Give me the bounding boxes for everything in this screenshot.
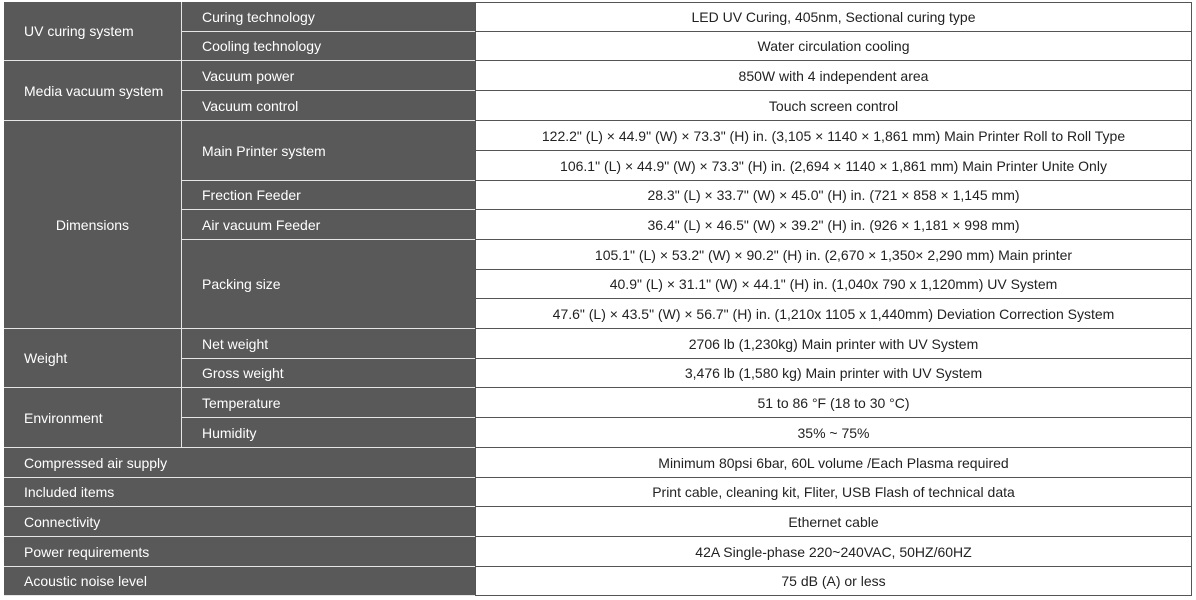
value-included-items: Print cable, cleaning kit, Fliter, USB Flash of technical data (475, 478, 1192, 507)
label-compressed-air-supply: Compressed air supply (4, 448, 475, 478)
value-packing-deviation-correction: 47.6" (L) × 43.5" (W) × 56.7" (H) in. (1,210x 1105 x 1,440mm) Deviation Correction System (475, 299, 1192, 329)
label-air-vacuum-feeder: Air vacuum Feeder (181, 210, 475, 240)
value-frection-feeder: 28.3" (L) × 33.7" (W) × 45.0" (H) in. (721 × 858 × 1,145 mm) (475, 181, 1192, 210)
label-humidity: Humidity (181, 418, 475, 448)
value-air-vacuum-feeder: 36.4" (L) × 46.5" (W) × 39.2" (H) in. (926 × 1,181 × 998 mm) (475, 210, 1192, 240)
label-power-requirements: Power requirements (4, 537, 475, 567)
value-main-printer-unite-only: 106.1" (L) × 44.9" (W) × 73.3" (H) in. (2,694 × 1140 × 1,861 mm) Main Printer Unite Only (475, 151, 1192, 181)
value-main-printer-roll-to-roll: 122.2" (L) × 44.9" (W) × 73.3" (H) in. (3,105 × 1140 × 1,861 mm) Main Printer Roll to Roll Type (475, 121, 1192, 151)
value-power-requirements: 42A Single-phase 220~240VAC, 50HZ/60HZ (475, 537, 1192, 567)
value-net-weight: 2706 lb (1,230kg) Main printer with UV System (475, 329, 1192, 359)
label-connectivity: Connectivity (4, 507, 475, 537)
value-cooling-technology: Water circulation cooling (475, 32, 1192, 61)
value-acoustic-noise-level: 75 dB (A) or less (475, 567, 1192, 596)
category-dimensions: Dimensions (4, 121, 181, 329)
label-temperature: Temperature (181, 388, 475, 418)
category-environment: Environment (4, 388, 181, 448)
label-frection-feeder: Frection Feeder (181, 181, 475, 210)
value-curing-technology: LED UV Curing, 405nm, Sectional curing type (475, 2, 1192, 32)
category-weight: Weight (4, 329, 181, 388)
value-compressed-air-supply: Minimum 80psi 6bar, 60L volume /Each Plasma required (475, 448, 1192, 478)
label-cooling-technology: Cooling technology (181, 32, 475, 61)
label-vacuum-power: Vacuum power (181, 61, 475, 91)
value-vacuum-control: Touch screen control (475, 91, 1192, 121)
category-uv-curing: UV curing system (4, 2, 181, 61)
value-humidity: 35% ~ 75% (475, 418, 1192, 448)
label-acoustic-noise-level: Acoustic noise level (4, 567, 475, 596)
value-temperature: 51 to 86 °F (18 to 30 °C) (475, 388, 1192, 418)
label-curing-technology: Curing technology (181, 2, 475, 32)
value-connectivity: Ethernet cable (475, 507, 1192, 537)
label-included-items: Included items (4, 478, 475, 507)
category-media-vacuum: Media vacuum system (4, 61, 181, 121)
label-main-printer-system: Main Printer system (181, 121, 475, 181)
label-packing-size: Packing size (181, 240, 475, 329)
label-vacuum-control: Vacuum control (181, 91, 475, 121)
value-packing-main-printer: 105.1" (L) × 53.2" (W) × 90.2" (H) in. (2,670 × 1,350× 2,290 mm) Main printer (475, 240, 1192, 270)
label-gross-weight: Gross weight (181, 359, 475, 388)
value-packing-uv-system: 40.9" (L) × 31.1" (W) × 44.1" (H) in. (1,040x 790 x 1,120mm) UV System (475, 270, 1192, 299)
label-net-weight: Net weight (181, 329, 475, 359)
value-gross-weight: 3,476 lb (1,580 kg) Main printer with UV System (475, 359, 1192, 388)
value-vacuum-power: 850W with 4 independent area (475, 61, 1192, 91)
